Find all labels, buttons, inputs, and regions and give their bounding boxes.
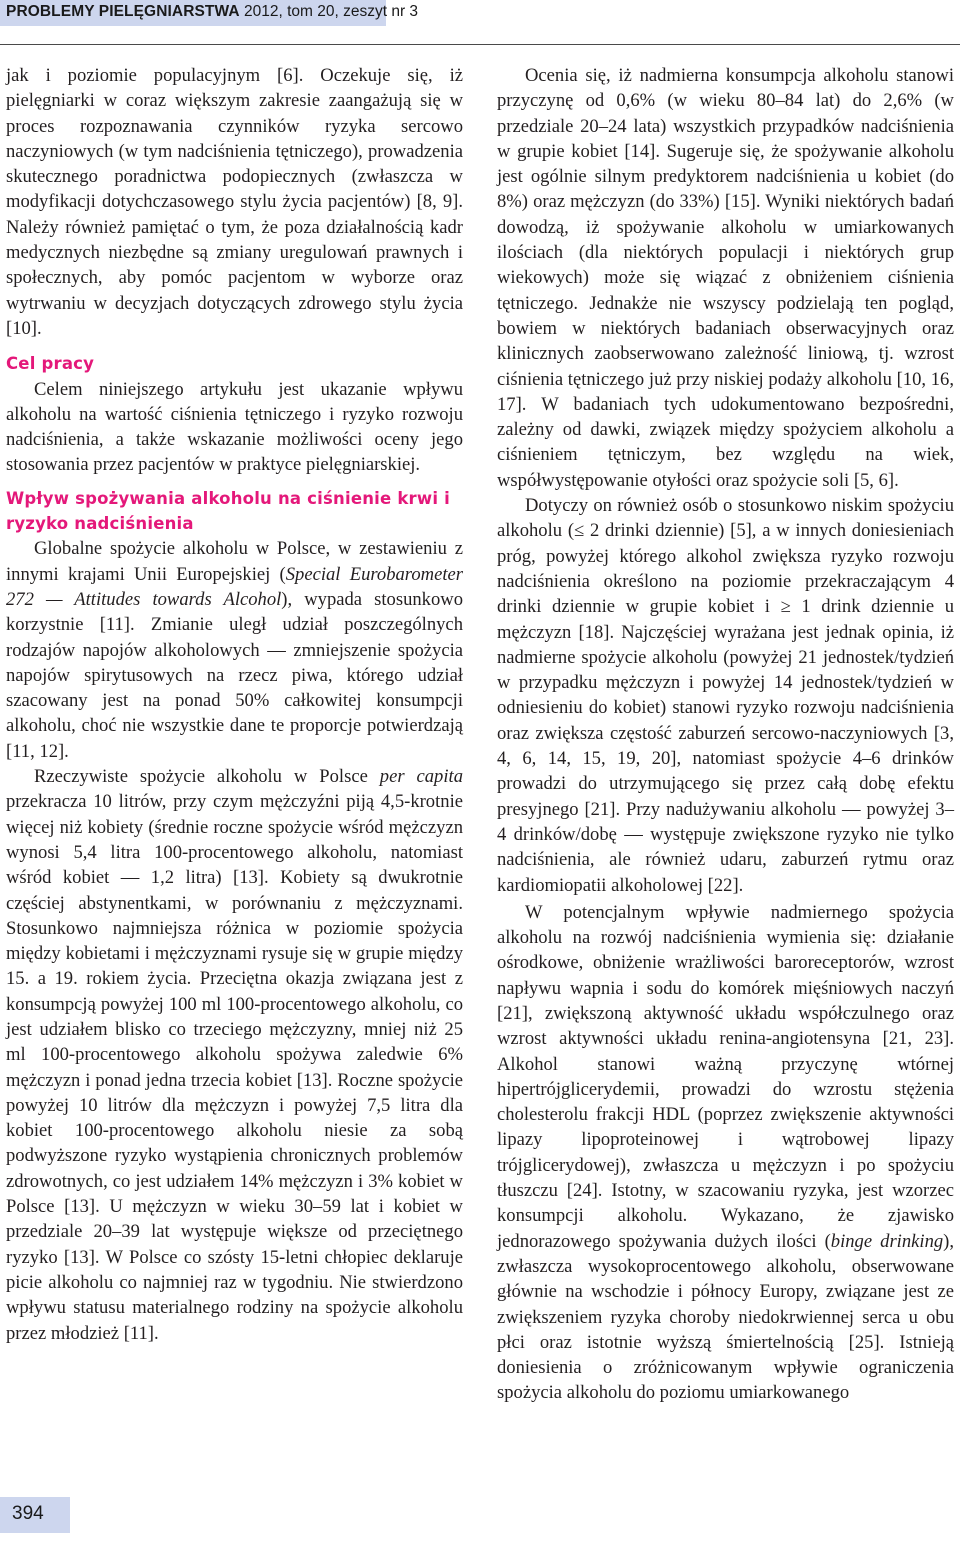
running-header — [0, 0, 960, 50]
section-heading-alcohol-effect: Wpływ spożywania alkoholu na ciśnienie krwi i ryzyko nadciśnienia — [6, 488, 450, 534]
journal-title: PROBLEMY PIELĘGNIARSTWA — [6, 3, 240, 20]
text-run: przekracza 10 litrów, przy czym mężczyźni piją 4,5-krotnie więcej niż kobiety (średnie roczne spożycie wśród mężczyzn wynosi 5,4 litra 100-procentowego alkoholu, natomiast wśród kobiet — 1,2 litra) [13]. Kobiety są dwukrotnie częściej abstynentkami, w porównaniu z mężczyznami. Stosunkowo najmniejsza różnica w poziomie spożycia między kobietami i mężczyznami rysuje się w grupie między 15. a 19. rokiem życia. Przeciętna okazja związana jest z konsumpcją powyżej 100 ml 100-procentowego alkoholu, co jest udziałem blisko co trzeciego mężczyzny, mniej niż 25 ml 100-procentowego alkoholu spożywa zaledwie 6% mężczyzn i ponad jedna trzecia kobiet [13]. Roczne spożycie powyżej 10 litrów dla mężczyzn i powyżej 7,5 litra dla kobiet 100-procentowego alkoholu niesie za sobą podwyższone ryzyko wystąpienia chronicznych problemów zdrowotnych, co jest udziałem 14% mężczyzn i 3% kobiet w Polsce [13]. U mężczyzn w wieku 30–59 lat i kobiet w przedziale 20–39 lat występuje większe od przeciętnego ryzyko [13]. W Polsce co szósty 15-letni chłopiec deklaruje picie alkoholu co najmniej raz w tygodniu. Nie stwierdzono wpływu statusu materialnego rodziny na spożycie alkoholu przez młodzież [11]. — [6, 791, 463, 1344]
text-run: Rzeczywiste spożycie alkoholu w Polsce — [34, 766, 380, 788]
header-rule — [0, 44, 960, 45]
section-heading-aim: Cel pracy — [6, 354, 95, 374]
right-column — [497, 63, 954, 1406]
journal-citation — [6, 3, 418, 21]
left-column — [6, 63, 463, 1346]
italic-term: binge drinking — [830, 1230, 944, 1252]
paragraph: Dotyczy on również osób o stosunkowo niskim spożyciu alkoholu (≤ 2 drinki dziennie) [5], a w innych doniesieniach próg, powyżej którego alkohol zwiększa ryzyko rozwoju nadciśnienia określono na poziomie przekraczającym 4 drinki dziennie w grupie kobiet i ≥ 1 drink dziennie u mężczyzn [18]. Najczęściej wyrażana jest jednak opinia, iż nadmierne spożycie alkoholu (powyżej 21 jednostek/tydzień w przypadku mężczyzn i powyżej 14 jednostek/tydzień w odniesieniu do kobiet) stanowi ryzyko rozwoju nadciśnienia oraz zwiększa częstość zaburzeń sercowo-naczyniowych [3, 4, 6, 14, 15, 19, 20], natomiast spożycie 4–6 drinków prowadzi do utrzymującego się przez całą dobę efektu presyjnego [21]. Przy nadużywaniu alkoholu — powyżej 3–4 drinków/dobę — występuje zwiększone ryzyko nie tylko nadciśnienia, ale również udaru, zaburzeń rytmu oraz kardiomiopatii alkoholowej [22]. — [497, 495, 954, 896]
italic-title: Special Eurobarometer 272 — Attitudes towards Alcohol — [6, 563, 463, 610]
text-run: ), wypada stosunkowo korzystnie [11]. Zmianie uległ udział poszczególnych rodzajów napojów alkoholowych — zmniejszenie spożycia napojów spirytusowych na rzecz piwa, którego udział szacowany jest na ponad 50% całkowitej konsumpcji alkoholu, choć nie wszystkie dane te proporcje potwierdzają [11, 12]. — [6, 588, 463, 762]
italic-term: per capita — [379, 766, 463, 788]
paragraph: jak i poziomie populacyjnym [6]. Oczekuje się, iż pielęgniarki w coraz większym zakresie zaangażują się w proces rozpoznawania czynników ryzyka sercowo naczyniowych (w tym nadciśnienia tętniczego), prowadzenia skutecznego poradnictwa podopiecznych (zwłaszcza w modyfikacji dotychczasowego stylu życia pacjentów) [8, 9]. Należy również pamiętać o tym, że poza działalnością kadr medycznych niezbędne są zmiany uregulowań prawnych i społecznych, aby pomóc pacjentom w wyborze oraz wytrwaniu w decyzjach dotyczących zdrowego stylu życia [10]. — [6, 65, 463, 339]
text-run: ), zwłaszcza wysokoprocentowego alkoholu, obserwowane głównie na wschodzie i północy Europy, związane jest ze zwiększeniem ryzyka choroby niedokrwiennej serca u obu płci oraz istotnie wyższą śmiertelnością [25]. Istnieją doniesienia o zróżnicowanym wpływie ograniczenia spożycia alkoholu do poziomu umiarkowanego — [497, 1230, 955, 1404]
header-bar — [0, 0, 419, 26]
journal-issue: 2012, tom 20, zeszyt nr 3 — [239, 3, 419, 20]
paragraph — [6, 764, 463, 1346]
text-run: Globalne spożycie alkoholu w Polsce, w zestawieniu z innymi krajami Unii Europejskiej ( — [6, 538, 463, 585]
page-number: 394 — [12, 1503, 44, 1524]
paragraph — [6, 536, 463, 764]
paragraph — [497, 900, 954, 1406]
text-run: W potencjalnym wpływie nadmiernego spożycia alkoholu na rozwój nadciśnienia wymienia się: działanie ośrodkowe, obniżenie wrażliwości baroreceptorów, wzrost napływu wapnia i sodu do komórek mięśniowych naczyń [21], zwiększoną aktywność układu współczulnego oraz wzrost aktywności układu renina-angiotensyna [21, 23]. Alkohol stanowi ważną przyczynę wtórnej hipertrójglicerydemii, prowadzi do wzrostu stężenia cholesterolu frakcji HDL (poprzez zwiększenie aktywności lipazy lipoproteinowej i wątrobowej lipazy trójglicerydowej), zwłaszcza u mężczyzn i po spożyciu tłuszczu [24]. Istotny, w szacowaniu ryzyka, jest wzorzec konsumpcji alkoholu. Wykazano, że zjawisko jednorazowego spożywania dużych ilości ( — [497, 901, 954, 1252]
page-number-box — [0, 1497, 70, 1533]
paragraph: Celem niniejszego artykułu jest ukazanie wpływu alkoholu na wartość ciśnienia tętniczego i ryzyko rozwoju nadciśnienia, a także wskazanie możliwości oceny jego stosowania przez pacjentów w praktyce pielęgniarskiej. — [6, 378, 463, 476]
paragraph: Ocenia się, iż nadmierna konsumpcja alkoholu stanowi przyczynę od 0,6% (w wieku 80–84 lat) do 2,6% (w przedziale 20–24 lata) wszystkich przypadków nadciśnienia w grupie kobiet [14]. Sugeruje się, że spożywanie alkoholu jest ogólnie silnym predyktorem nadciśnienia u kobiet (do 8%) oraz mężczyzn (do 33%) [15]. Wyniki niektórych badań dowodzą, iż spożywanie alkoholu w umiarkowanych ilościach (dla niektórych populacji i niektórych grup wiekowych) może się wiązać z obniżeniem ciśnienia tętniczego. Jednakże nie wszyscy podzielają ten pogląd, bowiem w niektórych badaniach obserwacyjnych oraz klinicznych zaobserwowano zależność liniową, tj. wzrost ciśnienia tętniczego już przy niskiej podaży alkoholu [10, 16, 17]. W badaniach tych udokumentowano bezpośredni, zależny od dawki, związek między spożyciem alkoholu a ciśnieniem tętniczym, bez względu na wiek, współwystępowanie otyłości oraz spożycie soli [5, 6]. — [497, 65, 954, 491]
